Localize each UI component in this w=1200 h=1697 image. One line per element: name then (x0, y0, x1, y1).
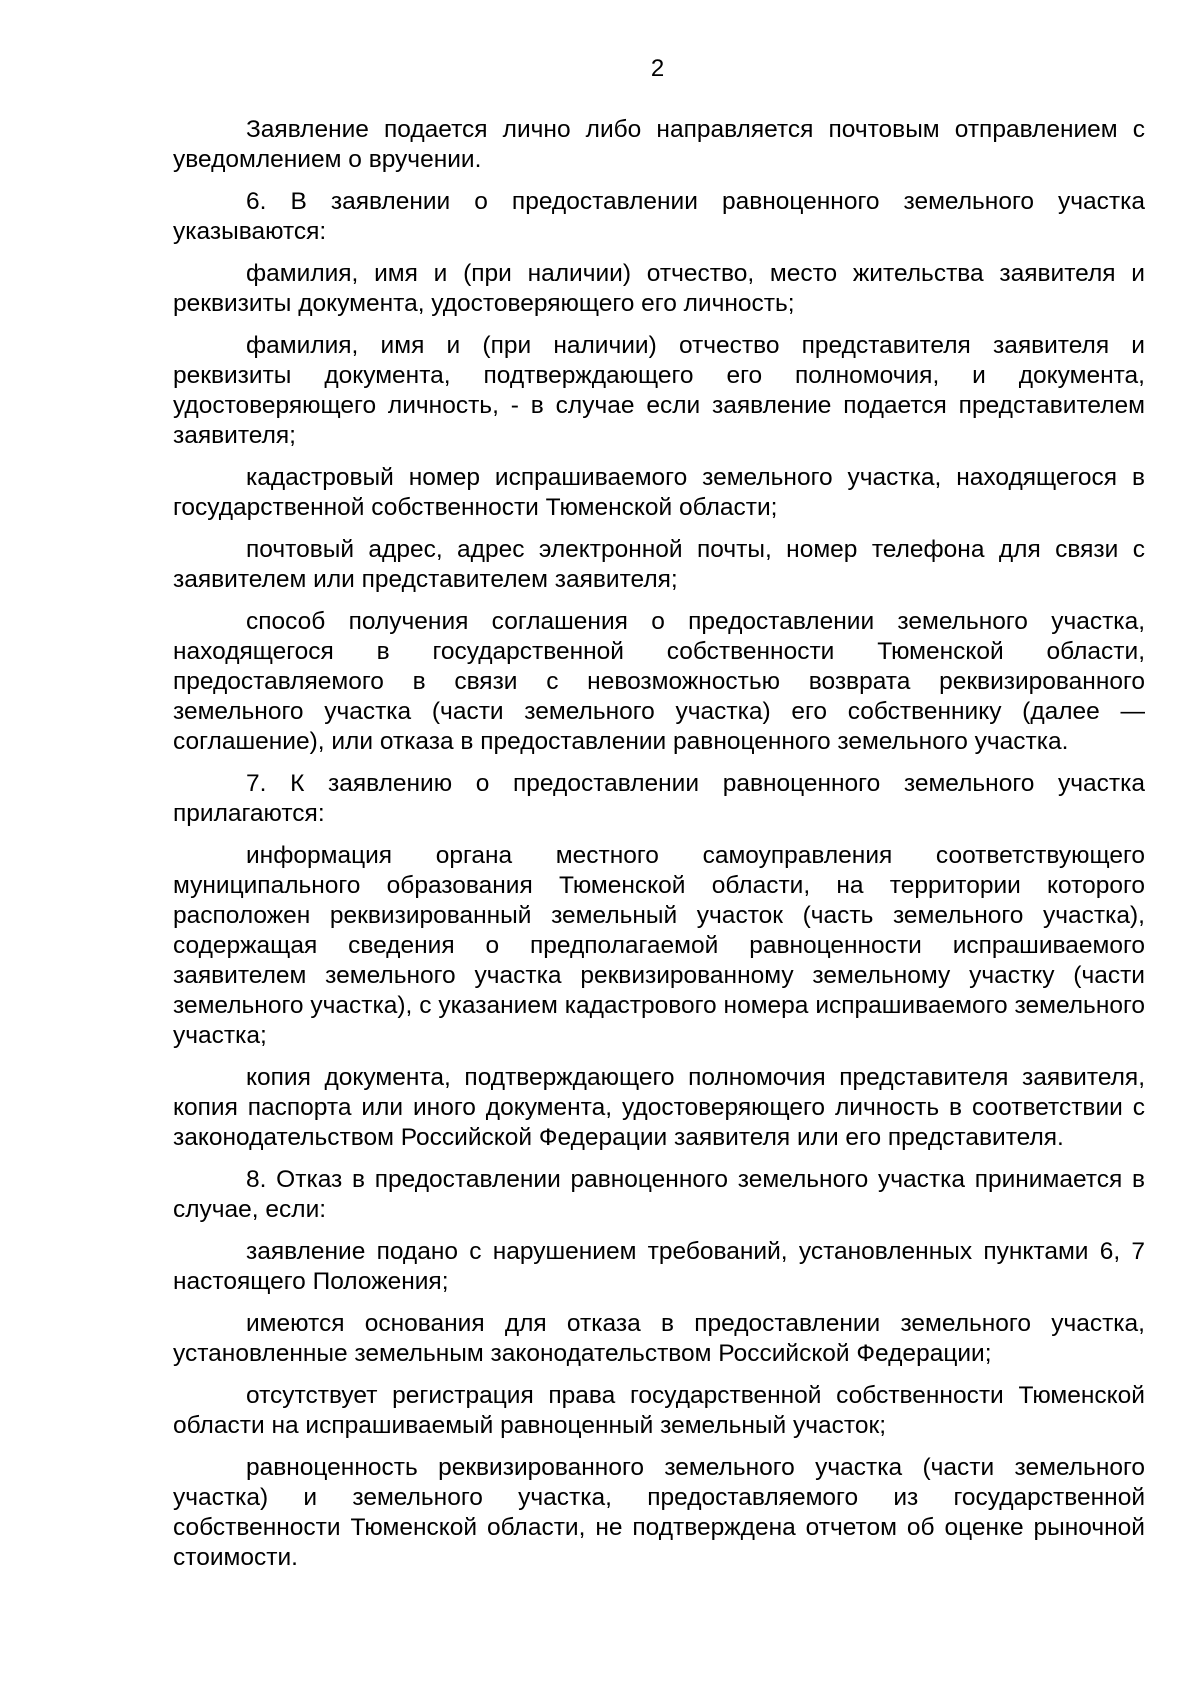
paragraph-item-7: 7. К заявлению о предоставлении равноценного земельного участка прилагаются: (173, 770, 1145, 827)
paragraph-local-authority-info: информация органа местного самоуправления соответствующего муниципального образования Тюменской области, на территории которого расположен реквизированный земельный участок (часть земельного участка), содержащая сведения о предполагаемой равноценности испрашиваемого заявителем земельного участка реквизированному земельному участку (части земельного участка), с указанием кадастрового номера испрашиваемого земельного участка; (173, 842, 1145, 1049)
page-number: 2 (650, 55, 665, 82)
paragraph-cadastral-number: кадастровый номер испрашиваемого земельного участка, находящегося в государственной собственности Тюменской области; (173, 464, 1145, 521)
paragraph-item-6: 6. В заявлении о предоставлении равноценного земельного участка указываются: (173, 188, 1145, 245)
paragraph-document-copies: копия документа, подтверждающего полномочия представителя заявителя, копия паспорта или иного документа, удостоверяющего личность в соответствии с законодательством Российской Федерации заявителя или его представителя. (173, 1064, 1145, 1151)
paragraph-representative-identity: фамилия, имя и (при наличии) отчество представителя заявителя и реквизиты документа, подтверждающего его полномочия, и документа, удостоверяющего личность, - в случае если заявление подается представителем заявителя; (173, 332, 1145, 449)
paragraph-refusal-equivalence: равноценность реквизированного земельного участка (части земельного участка) и земельного участка, предоставляемого из государственной собственности Тюменской области, не подтверждена отчетом об оценке рыночной стоимости. (173, 1454, 1145, 1571)
document-body (173, 115, 1145, 1585)
paragraph-applicant-identity: фамилия, имя и (при наличии) отчество, место жительства заявителя и реквизиты документа, удостоверяющего его личность; (173, 260, 1145, 317)
paragraph-refusal-land-law: имеются основания для отказа в предоставлении земельного участка, установленные земельным законодательством Российской Федерации; (173, 1310, 1145, 1367)
paragraph-submission-method: Заявление подается лично либо направляется почтовым отправлением с уведомлением о вручении. (173, 116, 1145, 173)
paragraph-refusal-registration: отсутствует регистрация права государственной собственности Тюменской области на испрашиваемый равноценный земельный участок; (173, 1382, 1145, 1439)
paragraph-item-8: 8. Отказ в предоставлении равноценного земельного участка принимается в случае, если: (173, 1166, 1145, 1223)
paragraph-refusal-requirements: заявление подано с нарушением требований, установленных пунктами 6, 7 настоящего Положения; (173, 1238, 1145, 1295)
paragraph-contact-details: почтовый адрес, адрес электронной почты, номер телефона для связи с заявителем или представителем заявителя; (173, 536, 1145, 593)
paragraph-receipt-method: способ получения соглашения о предоставлении земельного участка, находящегося в государственной собственности Тюменской области, предоставляемого в связи с невозможностью возврата реквизированного земельного участка (части земельного участка) его собственнику (далее — соглашение), или отказа в предоставлении равноценного земельного участка. (173, 608, 1145, 755)
